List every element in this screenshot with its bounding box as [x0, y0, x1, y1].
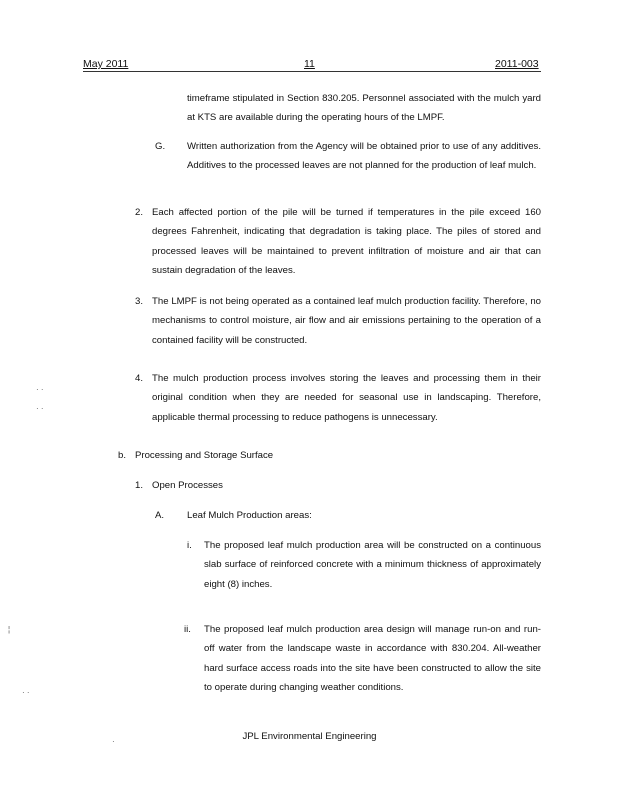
roman-ii-label: ii. — [184, 624, 191, 635]
scan-speck-mark: ¦ — [8, 625, 11, 634]
section-b-heading: Processing and Storage Surface — [135, 450, 274, 461]
item-4-label: 4. — [135, 373, 144, 384]
item-2-text: Each affected portion of the pile will be turned if temperatures in the pile exceed 160 degrees Fahrenheit, indicating that degradation is taking place. The piles of stored and processed leaves will be maintained to prevent infiltration of moisture and air that can sustain degradation of the leaves. — [152, 207, 541, 277]
scan-speck-mark: · · — [36, 404, 44, 413]
section-b-label: b. — [118, 450, 127, 461]
header-rule — [83, 71, 541, 72]
scan-speck-mark: · · — [36, 385, 44, 394]
sub-a-label: A. — [155, 510, 165, 521]
sub-1-heading: Open Processes — [152, 480, 223, 491]
item-3-label: 3. — [135, 296, 144, 307]
header-date: May 2011 — [83, 58, 129, 70]
sub-1-label: 1. — [135, 480, 144, 491]
sub-a-heading: Leaf Mulch Production areas: — [187, 510, 312, 521]
header-doc-number: 2011-003 — [495, 58, 539, 70]
scan-speck-mark: · · — [22, 688, 30, 697]
roman-ii-text: The proposed leaf mulch production area design will manage run-on and run-off water from the landscape waste in accordance with 830.204. All-weather hard surface access roads into the site have been constructed to allow the site to operate during changing weather conditions. — [204, 624, 541, 694]
paragraph-f-continuation: timeframe stipulated in Section 830.205. Personnel associated with the mulch yard at KTS are available during the operating hours of the LMPF. — [187, 93, 541, 124]
item-3-text: The LMPF is not being operated as a contained leaf mulch production facility. Therefore, no mechanisms to control moisture, air flow and air emissions pertaining to the operation of a contained facility will be constructed. — [152, 296, 541, 346]
scan-speck-mark: · — [112, 737, 115, 746]
item-4-text: The mulch production process involves storing the leaves and processing them in their original condition when they are needed for seasonal use in landscaping. Therefore, applicable thermal processing to reduce pathogens is unnecessary. — [152, 373, 541, 423]
item-g-label: G. — [155, 141, 166, 152]
roman-i-label: i. — [187, 540, 192, 551]
footer-company: JPL Environmental Engineering — [242, 731, 377, 742]
header-page-number: 11 — [304, 58, 315, 70]
item-g-text: Written authorization from the Agency will be obtained prior to use of any additives. Additives to the processed leaves are not planned for the production of leaf mulch. — [187, 141, 541, 172]
roman-i-text: The proposed leaf mulch production area will be constructed on a continuous slab surface of reinforced concrete with a minimum thickness of approximately eight (8) inches. — [204, 540, 541, 590]
item-2-label: 2. — [135, 207, 144, 218]
